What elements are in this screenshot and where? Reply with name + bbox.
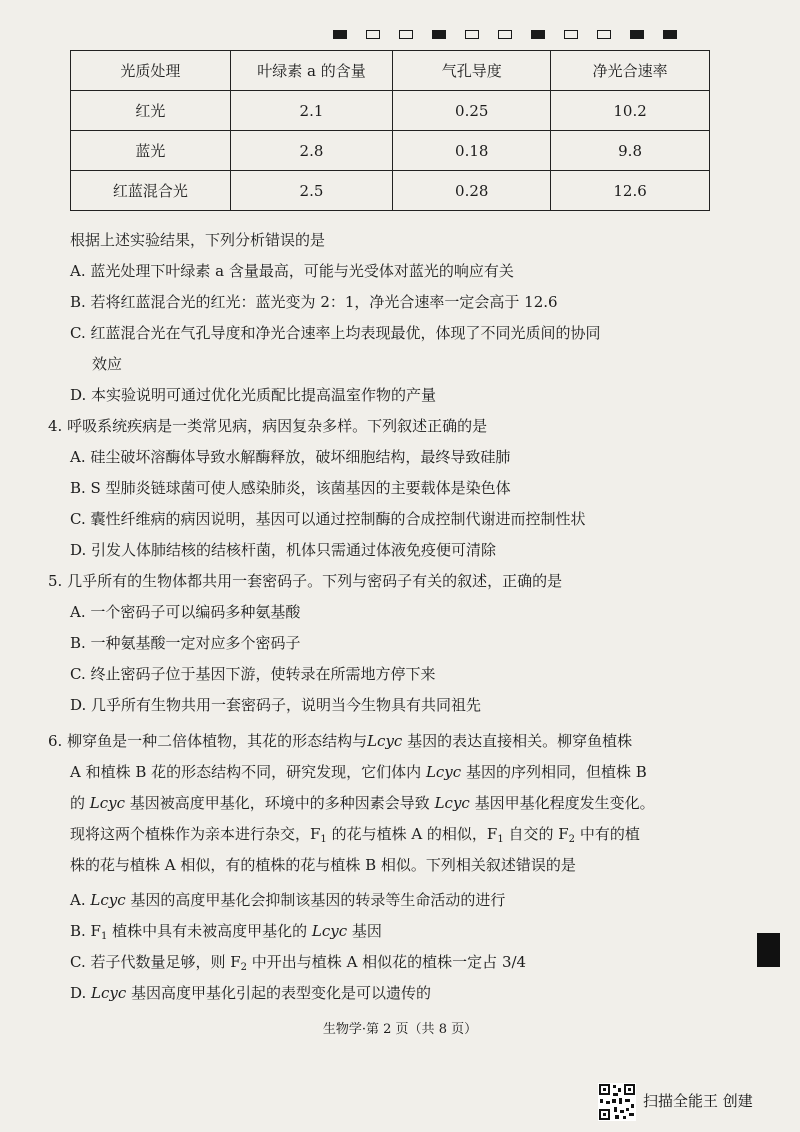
q3-option-b: B. 若将红蓝混合光的红光：蓝光变为 2：1，净光合速率一定会高于 12.6 xyxy=(70,293,558,311)
q4-option-a: A. 硅尘破坏溶酶体导致水解酶释放，破坏细胞结构，最终导致硅肺 xyxy=(70,448,511,466)
q6-stem-line-1 xyxy=(48,730,632,752)
table-header: 光质处理 xyxy=(71,51,231,91)
q4-option-c: C. 囊性纤维病的病因说明，基因可以通过控制酶的合成控制代谢进而控制性状 xyxy=(70,510,586,528)
option-label: A. xyxy=(70,891,91,909)
table-cell: 2.1 xyxy=(230,91,393,131)
filled-square-mark xyxy=(531,30,545,39)
gene-name: Lcyc xyxy=(90,891,126,909)
q6-text: 基因的表达直接相关。柳穿鱼植株 xyxy=(402,732,633,750)
option-text: 基因的高度甲基化会抑制该基因的转录等生命活动的进行 xyxy=(125,891,506,909)
filled-square-mark xyxy=(432,30,446,39)
open-square-mark xyxy=(597,30,611,39)
light-quality-table xyxy=(70,50,710,211)
page-footer: 生物学·第 2 页（共 8 页） xyxy=(322,1022,478,1037)
q5-option-c: C. 终止密码子位于基因下游，使转录在所需地方停下来 xyxy=(70,665,436,683)
table-cell: 0.18 xyxy=(393,131,551,171)
q6-text: 自交的 F xyxy=(503,825,569,843)
q6-option-d xyxy=(70,982,431,1004)
table-header: 净光合速率 xyxy=(551,51,710,91)
gene-name: Lcyc xyxy=(434,794,470,812)
q4-option-d: D. 引发人体肺结核的结核杆菌，机体只需通过体液免疫便可清除 xyxy=(70,541,497,559)
subscript: 2 xyxy=(568,834,576,845)
q6-text: 现将这两个植株作为亲本进行杂交，F xyxy=(70,825,321,843)
open-square-mark xyxy=(366,30,380,39)
table-cell: 12.6 xyxy=(551,171,710,211)
table-cell: 0.28 xyxy=(393,171,551,211)
gene-name: Lcyc xyxy=(89,794,126,812)
q6-stem-line-5: 株的花与植株 A 相似，有的植株的花与植株 B 相似。下列相关叙述错误的是 xyxy=(70,856,576,874)
q6-option-b xyxy=(70,920,382,948)
table-row xyxy=(71,171,710,211)
q5-option-a: A. 一个密码子可以编码多种氨基酸 xyxy=(70,603,301,621)
table-row xyxy=(71,131,710,171)
table-cell: 红光 xyxy=(71,91,231,131)
q6-text: 的花与植株 A 的相似，F xyxy=(326,825,498,843)
q6-option-c xyxy=(70,951,526,979)
filled-square-mark xyxy=(663,30,677,39)
gene-name: Lcyc xyxy=(367,732,403,750)
table-cell: 0.25 xyxy=(393,91,551,131)
gene-name: Lcyc xyxy=(425,763,462,781)
black-side-marker xyxy=(757,933,780,967)
q4-option-b: B. S 型肺炎链球菌可使人感染肺炎，该菌基因的主要载体是染色体 xyxy=(70,479,511,497)
table-cell: 蓝光 xyxy=(71,131,231,171)
option-text: C. 若子代数量足够，则 F xyxy=(70,953,241,971)
subscript: 1 xyxy=(320,834,327,845)
q5-option-d: D. 几乎所有生物共用一套密码子，说明当今生物具有共同祖先 xyxy=(70,696,482,714)
filled-square-mark xyxy=(630,30,644,39)
option-text: 基因高度甲基化引起的表型变化是可以遗传的 xyxy=(126,984,432,1002)
table-cell: 2.5 xyxy=(230,171,393,211)
q4-stem: 4. 呼吸系统疾病是一类常见病，病因复杂多样。下列叙述正确的是 xyxy=(48,417,488,435)
table-cell: 红蓝混合光 xyxy=(71,171,231,211)
table-cell: 9.8 xyxy=(551,131,710,171)
q6-text: 基因的序列相同，但植株 B xyxy=(461,763,647,781)
q6-stem-line-4 xyxy=(70,823,640,851)
table-row xyxy=(71,91,710,131)
q3-option-c-cont: 效应 xyxy=(92,355,123,373)
subscript: 2 xyxy=(240,962,248,973)
scanner-watermark: 扫描全能王 创建 xyxy=(643,1092,753,1110)
open-square-mark xyxy=(465,30,479,39)
qr-code-icon xyxy=(598,1083,636,1121)
open-square-mark xyxy=(498,30,512,39)
option-label: B. F xyxy=(70,922,101,940)
q3-stem: 根据上述实验结果，下列分析错误的是 xyxy=(70,231,326,249)
table-header: 叶绿素 a 的含量 xyxy=(230,51,393,91)
option-label: D. xyxy=(70,984,92,1002)
subscript: 1 xyxy=(100,931,108,942)
open-square-mark xyxy=(564,30,578,39)
q6-text: A 和植株 B 花的形态结构不同，研究发现，它们体内 xyxy=(70,763,426,781)
q3-option-c: C. 红蓝混合光在气孔导度和净光合速率上均表现最优，体现了不同光质间的协同 xyxy=(70,324,601,342)
q3-option-a: A. 蓝光处理下叶绿素 a 含量最高，可能与光受体对蓝光的响应有关 xyxy=(70,262,514,280)
q6-option-a xyxy=(70,889,505,911)
alignment-marks xyxy=(333,30,677,39)
q3-option-d: D. 本实验说明可通过优化光质配比提高温室作物的产量 xyxy=(70,386,437,404)
q6-text: 的 xyxy=(70,794,90,812)
gene-name: Lcyc xyxy=(91,984,127,1002)
gene-name: Lcyc xyxy=(311,922,348,940)
q6-stem-line-3 xyxy=(70,792,655,814)
q6-text: 基因甲基化程度发生变化。 xyxy=(469,794,655,812)
option-text: 基因 xyxy=(347,922,382,940)
table-header-row xyxy=(71,51,710,91)
q6-text: 6. 柳穿鱼是一种二倍体植物，其花的形态结构与 xyxy=(48,732,368,750)
subscript: 1 xyxy=(497,834,504,845)
option-text: 植株中具有未被高度甲基化的 xyxy=(107,922,312,940)
table-cell: 10.2 xyxy=(551,91,710,131)
q5-stem: 5. 几乎所有的生物体都共用一套密码子。下列与密码子有关的叙述，正确的是 xyxy=(48,572,563,590)
table-header: 气孔导度 xyxy=(393,51,551,91)
q5-option-b: B. 一种氨基酸一定对应多个密码子 xyxy=(70,634,301,652)
q6-stem-line-2 xyxy=(70,761,647,783)
q6-text: 基因被高度甲基化，环境中的多种因素会导致 xyxy=(125,794,435,812)
open-square-mark xyxy=(399,30,413,39)
table-cell: 2.8 xyxy=(230,131,393,171)
filled-square-mark xyxy=(333,30,347,39)
option-text: 中开出与植株 A 相似花的植株一定占 3/4 xyxy=(247,953,527,971)
q6-text: 中有的植 xyxy=(575,825,640,843)
